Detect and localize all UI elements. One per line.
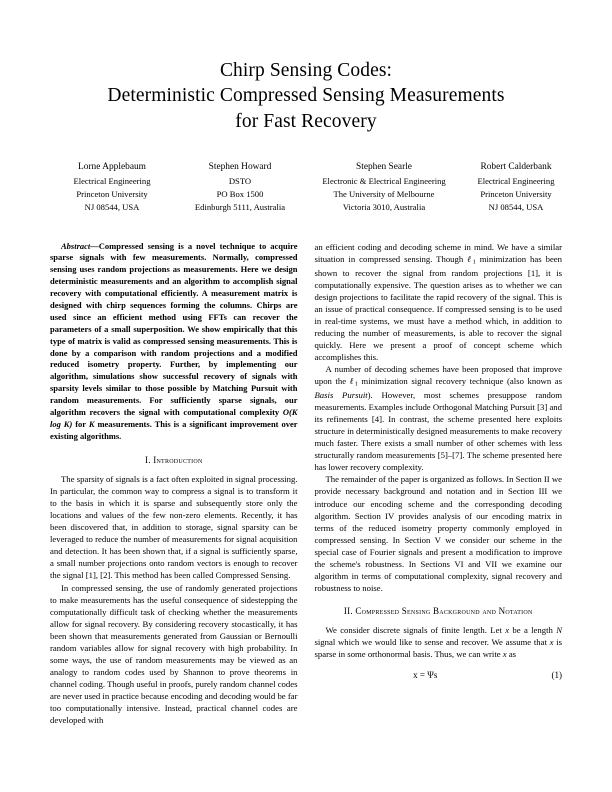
right-paragraph-1 xyxy=(315,241,563,363)
right-paragraph-4 xyxy=(315,624,563,660)
ell-one-symbol: ℓ xyxy=(467,253,473,264)
author-2 xyxy=(172,160,308,214)
author-name: Stephen Howard xyxy=(208,162,272,173)
author-affiliation-line: The University of Melbourne xyxy=(333,189,435,200)
signal-x-symbol: x xyxy=(505,625,510,636)
equation-1 xyxy=(315,669,563,681)
abstract-text-before-math: Compressed sensing is a novel technique to acquire sparse signals with few measurements. Normally, compressed sensing uses random projections as measurements. Here we design deterministic measurements and an algorithm to accomplish signal recovery with computational efficiently. A measurement matrix is designed with chirp sequences forming the columns. Chirps are used since an efficient method using FFTs can recover the parameters of a small superposition. We show empirically that this type of matrix is valid as compressed sensing measurements. This is done by a comparison with random projections and a modified reduced isometry property. Further, by implementing our algorithm, simulations show successful recovery of signals with sparsity levels similar to those possible by Matching Pursuit with random measurements. For sufficiently sparse signals, our algorithm recovers the signal with computational complexity xyxy=(50,240,298,417)
section-number: I. xyxy=(144,454,151,465)
author-1 xyxy=(52,160,172,214)
abstract-paragraph xyxy=(50,241,298,443)
right-paragraph-2-part-3: ). However, most schemes presuppose random measurements. Examples include Orthogonal Matching Pursuit [3] and its refinements [4]. In contrast, the scheme presented here exploits structure in deterministically designed measurements to make recovery much faster. There exists a small number of other schemes with less structurally random measurements [5]–[7]. The scheme presented here has lower recovery complexity. xyxy=(314,390,562,473)
ell-one-subscript: 1 xyxy=(354,380,358,388)
abstract-complexity-math: O(K log K) xyxy=(50,406,298,429)
section-title: Compressed Sensing Background and Notation xyxy=(355,605,533,616)
equation-1-number: (1) xyxy=(551,670,562,681)
right-paragraph-3 xyxy=(315,473,563,593)
intro-paragraph-1-text: The sparsity of signals is a fact often exploited in signal processing. In particular, the common way to compress a signal is to transform it to the basis in which it is sparse and subsequently store only the locations and values of the few non-zero elements. Recently, it has been discovered that, in addition to storage, signal sparsity can be leveraged to reduce the number of measurements for signal acquisition and detection. It has been shown that, if a signal is sufficiently sparse, a small number projections onto random vectors is enough to recover the signal [1], [2]. This method has been called Compressed Sensing. xyxy=(50,474,298,581)
author-name: Lorne Applebaum xyxy=(78,162,146,173)
author-affiliation-line: Edinburgh 5111, Australia xyxy=(194,202,286,213)
signal-x-symbol: x xyxy=(549,637,554,648)
right-paragraph-4-part-5: as xyxy=(506,649,517,660)
intro-paragraph-1 xyxy=(50,473,298,581)
right-paragraph-2-part-2: minimization signal recovery technique (also known as xyxy=(357,376,562,387)
title-line-1: Chirp Sensing Codes: xyxy=(219,60,393,81)
right-paragraph-4-part-4: is sparse in some orthonormal basis. Thus, we can write xyxy=(314,637,562,660)
right-paragraph-4-part-2: be a length xyxy=(509,625,557,636)
author-4 xyxy=(460,160,572,214)
intro-paragraph-2-text: In compressed sensing, the use of randomly generated projections to make measurements has the useful consequence of sidestepping the computationally difficult task of checking whether the measurements allow for signal recovery. By considering recovery stocastically, it has been shown that measurements generated from Gaussian or Bernoulli random variables allow for signal recovery with high probability. In some ways, the use of random measurements may be viewed as an analogy to random codes used by Shannon to prove theorems in channel coding. Though useful in proofs, purely random channel codes are never used in practice because encoding and decoding would be far too computationally intensive. Instead, practical channel codes are developed with xyxy=(50,582,298,726)
title-line-3: for Fast Recovery xyxy=(235,110,377,132)
author-affiliation-line: Electrical Engineering xyxy=(73,176,151,187)
author-3 xyxy=(308,160,460,214)
right-paragraph-1-part-2: minimization has been shown to recover the signal from random projections [1], it is computationally expensive. The question arises as to whether we can design projections to facilitate the rapid recovery of the signal. This is an issue of practical consequence. If compressed sensing is to be used in real-time systems, we must have a method which, in addition to reducing the number of measurements, is able to recover the signal quickly. Here we present a proof of concept scheme which accomplishes this. xyxy=(314,253,563,362)
abstract-label: Abstract— xyxy=(61,240,99,251)
left-column xyxy=(50,241,298,727)
ell-one-symbol: ℓ xyxy=(349,376,355,387)
author-name: Robert Calderbank xyxy=(480,162,552,173)
basis-pursuit-term: Basis Pursuit xyxy=(314,390,368,401)
body-columns xyxy=(50,241,562,727)
section-title: Introduction xyxy=(153,454,203,465)
author-affiliation-line: Electronic & Electrical Engineering xyxy=(322,176,446,187)
title-line-2: Deterministic Compressed Sensing Measurements xyxy=(107,85,505,107)
author-affiliation-line: Princeton University xyxy=(480,189,552,200)
author-affiliation-line: NJ 08544, USA xyxy=(84,202,140,213)
right-column xyxy=(315,241,563,727)
equation-1-body: x = Ψs xyxy=(413,670,438,681)
right-paragraph-4-part-1: We consider discrete signals of finite length. Let xyxy=(325,625,506,636)
section-number: II. xyxy=(343,605,353,616)
author-block xyxy=(50,160,562,214)
abstract-text-mid: for xyxy=(72,418,89,429)
section-heading-background xyxy=(315,605,563,617)
author-affiliation-line: Victoria 3010, Australia xyxy=(342,202,426,213)
intro-paragraph-2 xyxy=(50,582,298,727)
ell-one-subscript: 1 xyxy=(472,257,476,265)
right-paragraph-2-part-1: A number of decoding schemes have been proposed that improve upon the xyxy=(314,363,562,387)
author-affiliation-line: PO Box 1500 xyxy=(216,189,264,200)
author-affiliation-line: Electrical Engineering xyxy=(477,176,555,187)
right-paragraph-2 xyxy=(315,363,563,473)
author-affiliation-line: NJ 08544, USA xyxy=(488,202,544,213)
author-affiliation-line: Princeton University xyxy=(76,189,148,200)
signal-x-symbol: x xyxy=(502,649,507,660)
right-paragraph-1-part-1: an efficient coding and decoding scheme in mind. We have a similar situation in compressed sensing. Though xyxy=(314,241,562,264)
author-affiliation-line: DSTO xyxy=(228,176,252,187)
right-paragraph-3-text: The remainder of the paper is organized as follows. In Section II we provide necessary background and notation and in Section III we introduce our encoding scheme and the corresponding decoding algorithm. Section IV provides analysis of our encoding matrix in terms of the reduced isometry property commonly employed in compressed sensing. In Section V we consider our scheme in the special case of Fourier signals and present a modification to improve the scheme's robustness. In Sections VI and VII we examine our algorithm in terms of computational complexity, signal recovery and robustness to noise. xyxy=(314,474,562,593)
abstract-k-math: K xyxy=(88,418,95,429)
author-name: Stephen Searle xyxy=(356,162,412,173)
section-heading-introduction xyxy=(50,454,298,466)
paper-title xyxy=(50,58,562,134)
length-n-symbol: N xyxy=(556,625,562,636)
abstract-text-after-math: measurements. This is a significant improvement over existing algorithms. xyxy=(50,418,298,441)
right-paragraph-4-part-3: signal which we would like to sense and recover. We assume that xyxy=(314,637,550,648)
